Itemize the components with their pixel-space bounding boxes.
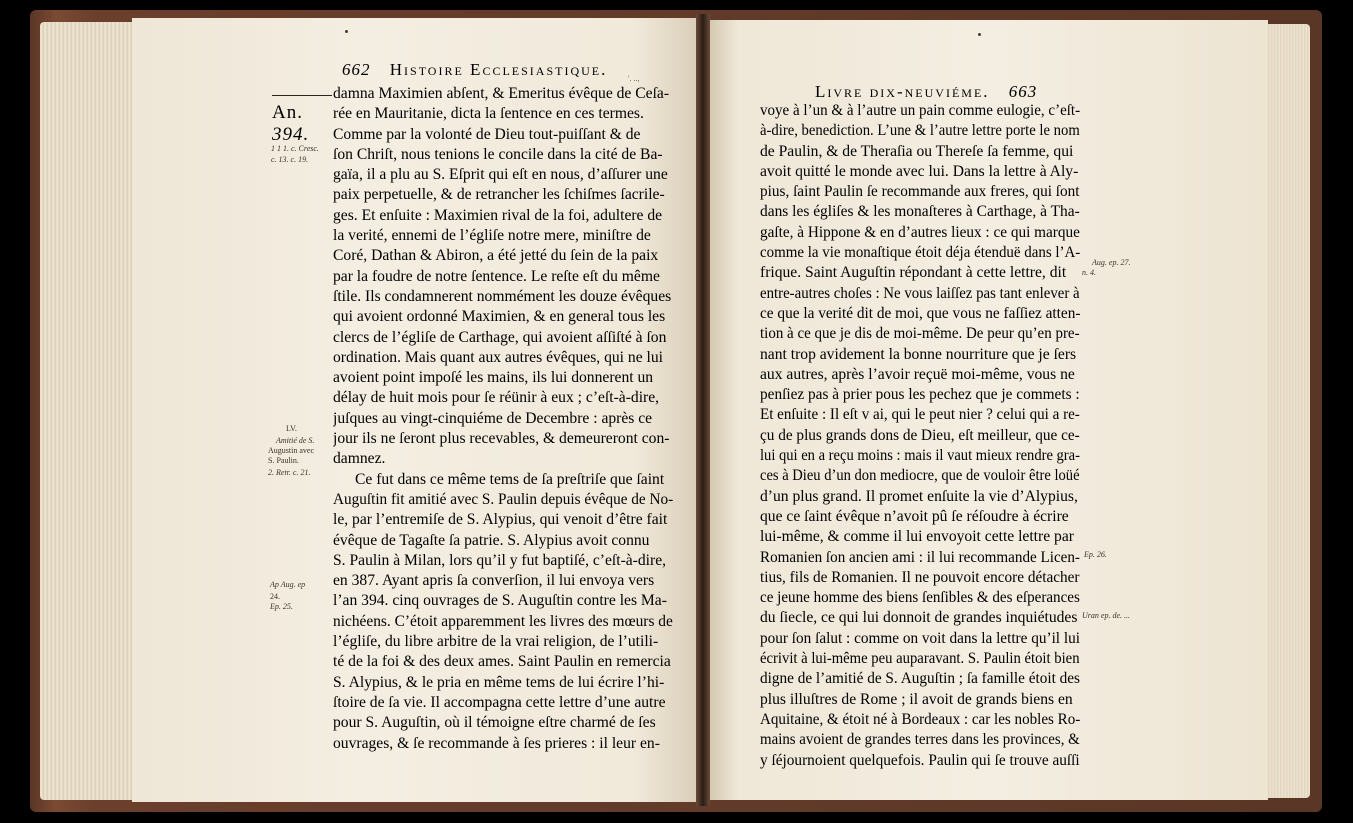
text-line: jour ils ne ſeront plus recevables, & demeureront con- bbox=[333, 430, 670, 448]
text-line: pius, ſaint Paulin ſe recommande aux freres, qui ſont bbox=[760, 183, 1080, 201]
margin-note-ep26: Ep. 26. bbox=[1084, 550, 1107, 559]
page-edges-right bbox=[1266, 24, 1310, 798]
text-line: avoit quitté le monde avec lui. Dans la lettre à Aly- bbox=[760, 162, 1079, 180]
corner-mark: '. .., bbox=[628, 74, 640, 83]
margin-note-amitie: Amitié de S. bbox=[276, 436, 315, 445]
text-line: damna Maximien abſent, & Emeritus évêque de Ceſa- bbox=[333, 85, 670, 102]
text-line: Romanien ſon ancien ami : il lui recommande Licen- bbox=[760, 548, 1080, 566]
text-line: entre-autres choſes : Ne vous laiſſez pas tant enlever à bbox=[760, 284, 1080, 302]
margin-note-chapters: c. 13. c. 19. bbox=[271, 155, 309, 164]
left-page-number: 662 bbox=[342, 60, 371, 79]
text-line: Comme par la volonté de Dieu tout-puiſſant & de bbox=[333, 125, 641, 143]
text-line: à-dire, benediction. L’une & l’autre lettre porte le nom bbox=[760, 122, 1080, 140]
text-line: avoient point impoſé les mains, ils lui donnerent un bbox=[333, 369, 654, 387]
text-line: par la foudre de notre ſentence. Le reſte eſt du même bbox=[333, 267, 660, 285]
page-edges-left bbox=[40, 22, 132, 800]
text-line: ouvrages, & ſe recommande à ſes prieres : il leur en- bbox=[333, 734, 660, 752]
text-line: de Paulin, & de Theraſia ou Thereſe ſa femme, qui bbox=[760, 142, 1074, 160]
text-line: clercs de l’égliſe de Carthage, qui avoient aſſiſté à ſon bbox=[333, 328, 667, 346]
text-line: ordination. Mais quant aux autres évêques, qui ne lui bbox=[333, 348, 663, 366]
text-line: damnez. bbox=[333, 450, 386, 468]
paper-speck bbox=[978, 33, 981, 36]
text-line: la verité, ennemi de l’égliſe notre mere, miniſtre de bbox=[333, 227, 651, 245]
text-line: ges. Et enſuite : Maximien rival de la foi, adultere de bbox=[333, 206, 663, 224]
margin-note-section: LV. bbox=[286, 424, 297, 433]
text-line: juſques au vingt-cinquiéme de Decembre : après ce bbox=[333, 409, 653, 427]
text-line: Auguſtin fit amitié avec S. Paulin depuis évêque de No- bbox=[333, 490, 674, 508]
text-line: aux autres, après l’avoir reçuë moi-même, vous ne bbox=[760, 365, 1075, 383]
text-line: voye à l’un & à l’autre un pain comme eulogie, c’eſt- bbox=[760, 102, 1081, 119]
text-line: ſtoire de ſa vie. Il accompagna cette lettre d’une autre bbox=[333, 693, 666, 711]
text-line: le, par l’entremiſe de S. Alypius, qui venoit d’être fait bbox=[333, 511, 668, 529]
text-line: l’égliſe, du libre arbitre de la vrai religion, de l’utili- bbox=[333, 633, 659, 651]
text-line: S. Alypius, & le pria en même tems de lui écrire l’hi- bbox=[333, 673, 665, 691]
text-line: tion à ce que je dis de moi-même. De peur qu’en pre- bbox=[760, 325, 1080, 343]
right-page-number: 663 bbox=[1008, 82, 1038, 101]
text-line: nant trop avidement la bonne nourriture que je ſers bbox=[760, 345, 1077, 363]
text-line: pour ſon ſalut : comme on voit dans la lettre qu’il lui bbox=[760, 629, 1080, 647]
text-line: lui qui en a reçu moins : mais il vaut mieux rendre gra- bbox=[760, 447, 1080, 465]
text-line: frique. Saint Auguſtin répondant à cette lettre, dit bbox=[760, 264, 1067, 282]
left-page-text bbox=[333, 84, 673, 754]
text-line: qui avoient ordonné Maximien, & en general tous les bbox=[333, 308, 666, 326]
text-line: digne de l’amitié de S. Auguſtin ; ſa famille étoit des bbox=[760, 670, 1080, 688]
text-line: Ce fut dans ce même tems de ſa preſtriſe que ſaint bbox=[355, 470, 665, 488]
text-line: délay de huit mois pour ſe réünir à eux ; c’eſt-à-dire, bbox=[333, 389, 660, 407]
left-page-header bbox=[342, 60, 607, 80]
right-running-title: Livre dix-neuviéme. bbox=[815, 82, 990, 101]
text-line: Aquitaine, & étoit né à Bordeaux : car les nobles Ro- bbox=[760, 710, 1081, 728]
left-running-title: Histoire Ecclesiastique. bbox=[389, 60, 608, 79]
text-line: ces à Dieu d’un don mediocre, que de vouloir être loüé bbox=[760, 467, 1080, 485]
year-annotation bbox=[272, 95, 332, 146]
year-label: An. bbox=[272, 102, 303, 123]
text-line: ce jeune homme des biens ſenſibles & des eſperances bbox=[760, 589, 1080, 607]
year-value: 394. bbox=[272, 124, 310, 145]
text-line: té de la foi & des deux ames. Saint Paulin en remercia bbox=[333, 653, 671, 671]
text-line: dans les égliſes & les monaſteres à Carthage, à Tha- bbox=[760, 203, 1080, 221]
text-line: tius, fils de Romanien. Il ne pouvoit encore détacher bbox=[760, 568, 1080, 586]
text-line: d’un plus grand. Il promet enſuite la vie d’Alypius, bbox=[760, 487, 1078, 505]
right-page-text bbox=[760, 101, 1080, 771]
text-line: comme la vie monaſtique étoit déja étenduë dans l’A- bbox=[760, 244, 1081, 262]
text-line: çu de plus grands dons de Dieu, eſt meilleur, que ce- bbox=[760, 426, 1080, 444]
text-line: en 387. Ayant apris ſa converſion, il lui envoya vers bbox=[333, 572, 655, 590]
margin-note-24: 24. bbox=[270, 592, 280, 601]
margin-note-ep25: Ep. 25. bbox=[270, 602, 293, 611]
margin-note-retr: 2. Retr. c. 21. bbox=[268, 468, 311, 477]
text-line: y ſéjournoient quelquefois. Paulin qui ſe trouve auſſi bbox=[760, 751, 1080, 769]
text-line: Et enſuite : Il eſt v ai, qui le peut nier ? celui qui a re- bbox=[760, 406, 1080, 424]
text-line: nichéens. C’étoit apparemment les livres des mœurs de bbox=[333, 612, 673, 630]
margin-note-n4: n. 4. bbox=[1082, 268, 1096, 277]
text-line: ſtile. Ils condamnerent nommément les douze évêques bbox=[333, 287, 672, 305]
margin-note-uran: Uran ep. de. ... bbox=[1082, 611, 1130, 620]
text-line: du ſiecle, ce qui lui donnoit de grandes inquiétudes bbox=[760, 609, 1078, 627]
text-line: ce que la verité dit de moi, que vous ne faſſiez atten- bbox=[760, 304, 1081, 322]
text-line: ſon Chriſt, nous tenions le concile dans la cité de Ba- bbox=[333, 145, 663, 163]
margin-note-ap-aug: Ap Aug. ep bbox=[270, 580, 306, 589]
margin-note-aug-ep: Aug. ep. 27. bbox=[1092, 258, 1131, 267]
text-line: évêque de Tagaſte ſa patrie. S. Alypius avoit connu bbox=[333, 531, 650, 549]
text-line: plus illuſtres de Rome ; il avoit de grands biens en bbox=[760, 690, 1073, 708]
text-line: gaſte, à Hippone & en d’autres lieux : ce qui marque bbox=[760, 223, 1080, 241]
book-gutter bbox=[696, 14, 710, 806]
margin-note-cresc: 1 1 1. c. Cresc. bbox=[271, 144, 319, 153]
text-line: rée en Mauritanie, dicta la ſentence en ces termes. bbox=[333, 105, 644, 123]
text-line: gaïa, il a plu au S. Eſprit qui eſt en nous, d’aſſurer une bbox=[333, 166, 668, 184]
text-line: lui-même, & comme il lui envoyoit cette lettre par bbox=[760, 528, 1074, 546]
text-line: pour S. Auguſtin, où il témoigne eſtre charmé de ſes bbox=[333, 714, 656, 732]
margin-note-paulin: S. Paulin. bbox=[268, 456, 299, 465]
text-line: l’an 394. cinq ouvrages de S. Auguſtin contre les Ma- bbox=[333, 592, 667, 610]
text-line: S. Paulin à Milan, lors qu’il y fut baptiſé, c’eſt-à-dire, bbox=[333, 551, 667, 569]
text-line: paix perpetuelle, & de retrancher les ſchiſmes ſacrile- bbox=[333, 186, 665, 204]
right-page-header bbox=[815, 82, 1037, 102]
margin-note-augustin: Augustin avec bbox=[268, 446, 314, 455]
text-line: écrivit à lui-même peu auparavant. S. Paulin étoit bien bbox=[760, 650, 1080, 668]
text-line: penſiez pas à prier pous les pechez que je commets : bbox=[760, 386, 1080, 404]
text-line: mains avoient de grandes terres dans les provinces, & bbox=[760, 731, 1080, 749]
text-line: Coré, Dathan & Abiron, a été jetté du ſein de la paix bbox=[333, 247, 659, 265]
paper-speck bbox=[345, 30, 348, 33]
text-line: que ce ſaint évêque n’avoit pû ſe réſoudre à écrire bbox=[760, 507, 1069, 525]
